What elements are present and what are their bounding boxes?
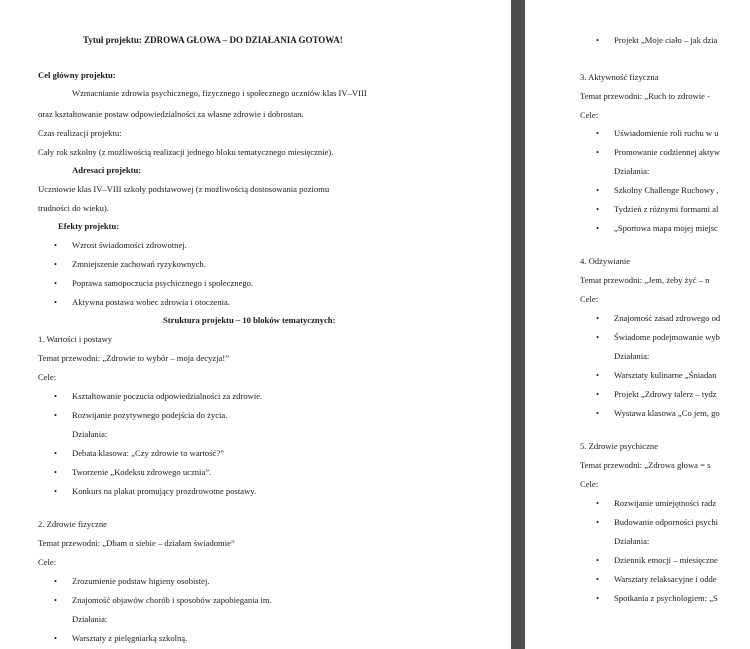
bullet-icon: •	[596, 35, 600, 45]
bullet-icon: •	[54, 576, 58, 586]
list-item: Budowanie odporności psychi	[614, 517, 719, 527]
bullet-icon: •	[596, 223, 600, 233]
block-title: 2. Zdrowie fizyczne	[38, 519, 107, 529]
list-item: Poprawa samopoczucia psychicznego i społecznego.	[72, 278, 254, 288]
main-goal-heading: Cel główny projektu:	[38, 70, 116, 80]
bullet-icon: •	[596, 574, 600, 584]
list-item: Rozwijanie umiejętności radz	[614, 498, 717, 508]
bullet-icon: •	[596, 128, 600, 138]
list-item: Szkolny Challenge Ruchowy ,	[614, 185, 719, 195]
bullet-icon: •	[54, 486, 58, 496]
list-item: Tworzenie „Kodeksu zdrowego ucznia”.	[72, 467, 212, 477]
actions-label: Działania:	[614, 536, 650, 546]
list-item: Uświadomienie roli ruchu w u	[614, 128, 719, 138]
bullet-icon: •	[596, 204, 600, 214]
list-item: Promowanie codziennej aktyw	[614, 147, 720, 157]
bullet-icon: •	[54, 467, 58, 477]
block-theme: Temat przewodni: „Zdrowie to wybór – moja decyzja!”	[38, 353, 230, 363]
list-item: Warsztaty z pielęgniarką szkolną.	[72, 633, 188, 643]
bullet-icon: •	[54, 297, 58, 307]
block-theme: Temat przewodni: „Zdrowa głowa = s	[580, 460, 711, 470]
list-item: Konkurs na plakat promujący prozdrowotne postawy.	[72, 486, 257, 496]
bullet-icon: •	[54, 278, 58, 288]
list-item: Znajomość objawów chorób i sposobów zapobiegania im.	[72, 595, 272, 605]
duration-label: Czas realizacji projektu:	[38, 128, 122, 138]
actions-label: Działania:	[72, 429, 108, 439]
page-gutter	[511, 0, 525, 649]
list-item: Spotkania z psychologiem: „S	[614, 593, 718, 603]
list-item: Warsztaty relaksacyjne i odde	[614, 574, 717, 584]
list-item: Aktywna postawa wobec zdrowia i otoczenia.	[72, 297, 230, 307]
bullet-icon: •	[54, 448, 58, 458]
list-item: „Sportowa mapa mojej miejsc	[614, 223, 718, 233]
block-theme: Temat przewodni: „Jem, żeby żyć – n	[580, 275, 710, 285]
goals-label: Cele:	[580, 110, 599, 120]
block-title: 1. Wartości i postawy	[38, 334, 113, 344]
main-goal-line: Wzmacnianie zdrowia psychicznego, fizycznego i społecznego uczniów klas IV–VIII	[72, 88, 367, 98]
list-item: Dziennik emocji – miesięczne	[614, 555, 718, 565]
goals-label: Cele:	[580, 294, 599, 304]
bullet-icon: •	[54, 391, 58, 401]
list-item: Kształtowanie poczucia odpowiedzialności za zdrowie.	[72, 391, 263, 401]
list-item: Wzrost świadomości zdrowotnej.	[72, 240, 187, 250]
list-item: Projekt „Zdrowy talerz – tydz	[614, 389, 717, 399]
audience-line: Uczniowie klas IV–VIII szkoły podstawowej (z możliwością dostosowania poziomu	[38, 184, 330, 194]
main-goal-line: oraz kształtowanie postaw odpowiedzialności za własne zdrowie i dobrostan.	[38, 109, 304, 119]
bullet-icon: •	[596, 185, 600, 195]
bullet-icon: •	[54, 633, 58, 643]
bullet-icon: •	[596, 147, 600, 157]
bullet-icon: •	[54, 240, 58, 250]
list-item: Świadome podejmowanie wyb	[614, 332, 720, 342]
audience-heading: Adresaci projektu:	[72, 165, 142, 175]
bullet-icon: •	[596, 370, 600, 380]
block-title: 5. Zdrowie psychiczne	[580, 441, 659, 451]
structure-heading: Struktura projektu – 10 bloków tematycznych:	[163, 315, 336, 325]
bullet-icon: •	[596, 332, 600, 342]
bullet-icon: •	[596, 498, 600, 508]
audience-line: trudności do wieku).	[38, 203, 109, 213]
block-title: 3. Aktywność fizyczna	[580, 72, 659, 82]
block-theme: Temat przewodni: „Ruch to zdrowie -	[580, 91, 710, 101]
document-page-right	[525, 0, 750, 649]
block-theme: Temat przewodni: „Dbam o siebie – działam świadomie”	[38, 538, 235, 548]
bullet-icon: •	[596, 313, 600, 323]
bullet-icon: •	[596, 593, 600, 603]
actions-label: Działania:	[614, 351, 650, 361]
bullet-icon: •	[54, 595, 58, 605]
list-item: Tydzień z różnymi formami al	[614, 204, 719, 214]
bullet-icon: •	[596, 389, 600, 399]
duration-value: Cały rok szkolny (z możliwością realizacji jednego bloku tematycznego miesięcznie).	[38, 147, 334, 157]
bullet-icon: •	[596, 408, 600, 418]
bullet-icon: •	[596, 555, 600, 565]
goals-label: Cele:	[38, 372, 57, 382]
bullet-icon: •	[54, 259, 58, 269]
goals-label: Cele:	[38, 557, 57, 567]
effects-heading: Efekty projektu:	[58, 221, 120, 231]
actions-label: Działania:	[614, 166, 650, 176]
list-item: Zrozumienie podstaw higieny osobistej.	[72, 576, 210, 586]
list-item: Debata klasowa: „Czy zdrowie to wartość?”	[72, 448, 224, 458]
block-title: 4. Odżywianie	[580, 256, 631, 266]
page-title: Tytuł projektu: ZDROWA GŁOWA – DO DZIAŁANIA GOTOWA!	[83, 35, 343, 45]
actions-label: Działania:	[72, 614, 108, 624]
bullet-icon: •	[54, 410, 58, 420]
list-item: Warsztaty kulinarne „Śniadan	[614, 370, 717, 380]
list-item: Projekt „Moje ciało – jak dzia	[614, 35, 718, 45]
list-item: Wystawa klasowa „Co jem, go	[614, 408, 720, 418]
list-item: Zmniejszenie zachowań ryzykownych.	[72, 259, 206, 269]
bullet-icon: •	[596, 517, 600, 527]
list-item: Rozwijanie pozytywnego podejścia do życia.	[72, 410, 228, 420]
list-item: Znajomość zasad zdrowego od	[614, 313, 721, 323]
goals-label: Cele:	[580, 479, 599, 489]
